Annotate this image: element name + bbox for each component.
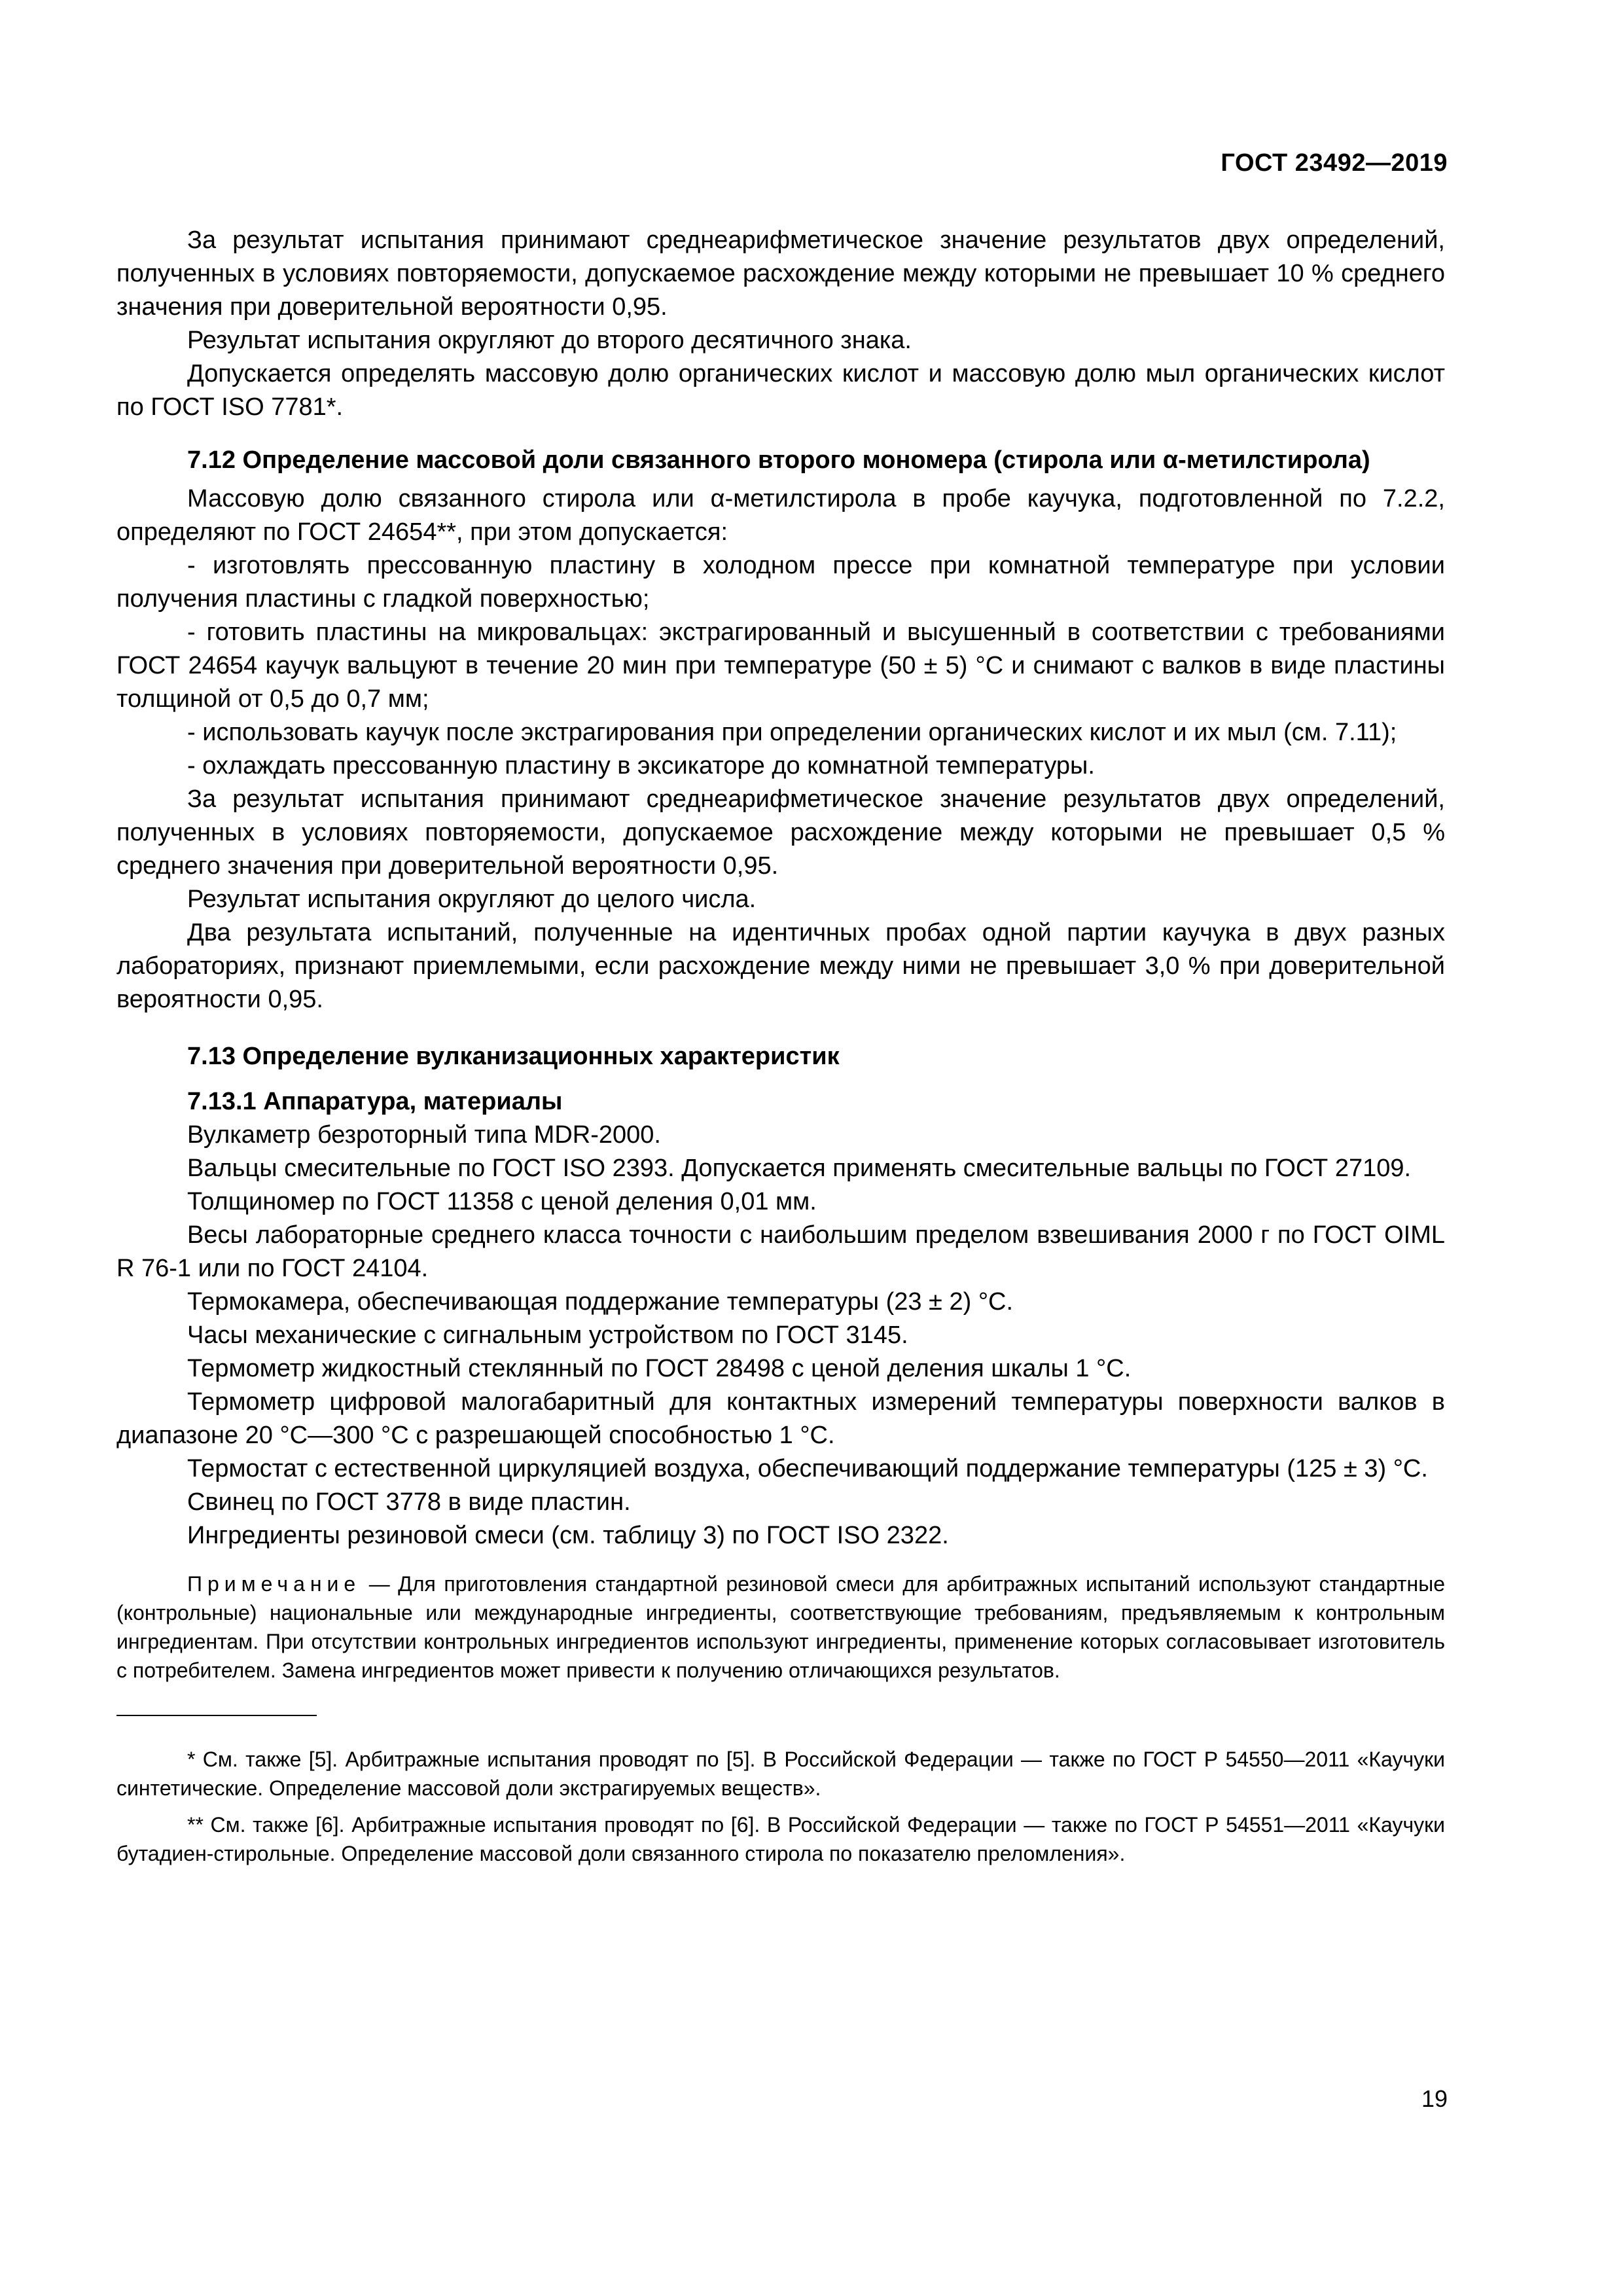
footnote-separator xyxy=(116,1715,317,1716)
section-7-12-list-item: - готовить пластины на микровальцах: экстрагированный и высушенный в соответствии с требованиями ГОСТ 24654 каучук вальцуют в течение 20 мин при температуре (50 ± 5) °С и снимают с валков в виде пластины толщиной от 0,5 до 0,7 мм; xyxy=(116,619,1445,713)
equipment-item: Вулкаметр безроторный типа MDR-2000. xyxy=(187,1121,661,1149)
section-7-12-heading: 7.12 Определение массовой доли связанного второго мономера (стирола или α-метилстирола) xyxy=(187,446,1370,474)
equipment-item: Часы механические с сигнальным устройством по ГОСТ 3145. xyxy=(187,1321,908,1349)
section-7-12-paragraph: За результат испытания принимают среднеарифметическое значение результатов двух определений, полученных в условиях повторяемости, допускаемое расхождение между которыми не превышает 0,5 % среднего значения при доверительной вероятности 0,95. xyxy=(116,785,1445,880)
section-7-13-1-heading: 7.13.1 Аппаратура, материалы xyxy=(187,1088,563,1115)
equipment-item: Термометр жидкостный стеклянный по ГОСТ 28498 с ценой деления шкалы 1 °С. xyxy=(187,1355,1132,1382)
section-7-12-list-item: - охлаждать прессованную пластину в эксикаторе до комнатной температуры. xyxy=(187,752,1095,780)
equipment-item: Термометр цифровой малогабаритный для контактных измерений температуры поверхности валков в диапазоне 20 °С—300 °С с разрешающей способностью 1 °С. xyxy=(116,1388,1445,1449)
equipment-item: Ингредиенты резиновой смеси (см. таблицу 3) по ГОСТ ISO 2322. xyxy=(187,1522,949,1549)
intro-paragraph: Результат испытания округляют до второго десятичного знака. xyxy=(187,327,912,354)
intro-paragraph: Допускается определять массовую долю органических кислот и массовую долю мыл органических кислот по ГОСТ ISO 7781*. xyxy=(116,360,1445,421)
equipment-item: Термокамера, обеспечивающая поддержание температуры (23 ± 2) °С. xyxy=(187,1288,1014,1316)
page-number: 19 xyxy=(1421,2085,1448,2112)
note xyxy=(116,1570,1445,1685)
note-text: — Для приготовления стандартной резиновой смеси для арбитражных испытаний используют стандартные (контрольные) национальные или международные ингредиенты, соответствующие требованиям, предъявляемым к контрольным ингредиентам. При отсутствии контрольных ингредиентов используют ингредиенты, применение которых согласовывает изготовитель с потребителем. Замена ингредиентов может привести к получению отличающихся результатов. xyxy=(116,1572,1445,1682)
intro-paragraph: За результат испытания принимают среднеарифметическое значение результатов двух определений, полученных в условиях повторяемости, допускаемое расхождение между которыми не превышает 10 % среднего значения при доверительной вероятности 0,95. xyxy=(116,226,1445,321)
section-7-12-list-item: - использовать каучук после экстрагирования при определении органических кислот и их мыл (см. 7.11); xyxy=(187,719,1397,746)
equipment-item: Термостат с естественной циркуляцией воздуха, обеспечивающий поддержание температуры (125 ± 3) °С. xyxy=(187,1455,1428,1482)
footnote: * См. также [5]. Арбитражные испытания проводят по [5]. В Российской Федерации — также по ГОСТ Р 54550—2011 «Каучуки синтетические. Определение массовой доли экстрагируемых веществ». xyxy=(116,1748,1445,1800)
equipment-item: Свинец по ГОСТ 3778 в виде пластин. xyxy=(187,1488,631,1516)
note-label: Примечание xyxy=(187,1572,361,1596)
equipment-item: Весы лабораторные среднего класса точности с наибольшим пределом взвешивания 2000 г по ГОСТ OIML R 76-1 или по ГОСТ 24104. xyxy=(116,1221,1445,1282)
section-7-12-list-item: - изготовлять прессованную пластину в холодном прессе при комнатной температуре при условии получения пластины с гладкой поверхностью; xyxy=(116,552,1445,613)
equipment-item: Вальцы смесительные по ГОСТ ISO 2393. Допускается применять смесительные вальцы по ГОСТ 27109. xyxy=(187,1155,1412,1182)
section-7-12-paragraph: Массовую долю связанного стирола или α-метилстирола в пробе каучука, подготовленной по 7.2.2, определяют по ГОСТ 24654**, при этом допускается: xyxy=(116,485,1445,546)
section-7-12-paragraph: Два результата испытаний, полученные на идентичных пробах одной партии каучука в двух разных лабораториях, признают приемлемыми, если расхождение между ними не превышает 3,0 % при доверительной вероятности 0,95. xyxy=(116,919,1445,1013)
document-header-id: ГОСТ 23492—2019 xyxy=(1221,149,1448,177)
equipment-item: Толщиномер по ГОСТ 11358 с ценой деления 0,01 мм. xyxy=(187,1188,817,1215)
section-7-13-heading: 7.13 Определение вулканизационных характеристик xyxy=(187,1043,840,1070)
footnote: ** См. также [6]. Арбитражные испытания проводят по [6]. В Российской Федерации — также по ГОСТ Р 54551—2011 «Каучуки бутадиен-стирольные. Определение массовой доли связанного стирола по показателю преломления». xyxy=(116,1813,1445,1865)
document-body xyxy=(116,224,1445,1868)
section-7-12-paragraph: Результат испытания округляют до целого числа. xyxy=(187,886,757,913)
